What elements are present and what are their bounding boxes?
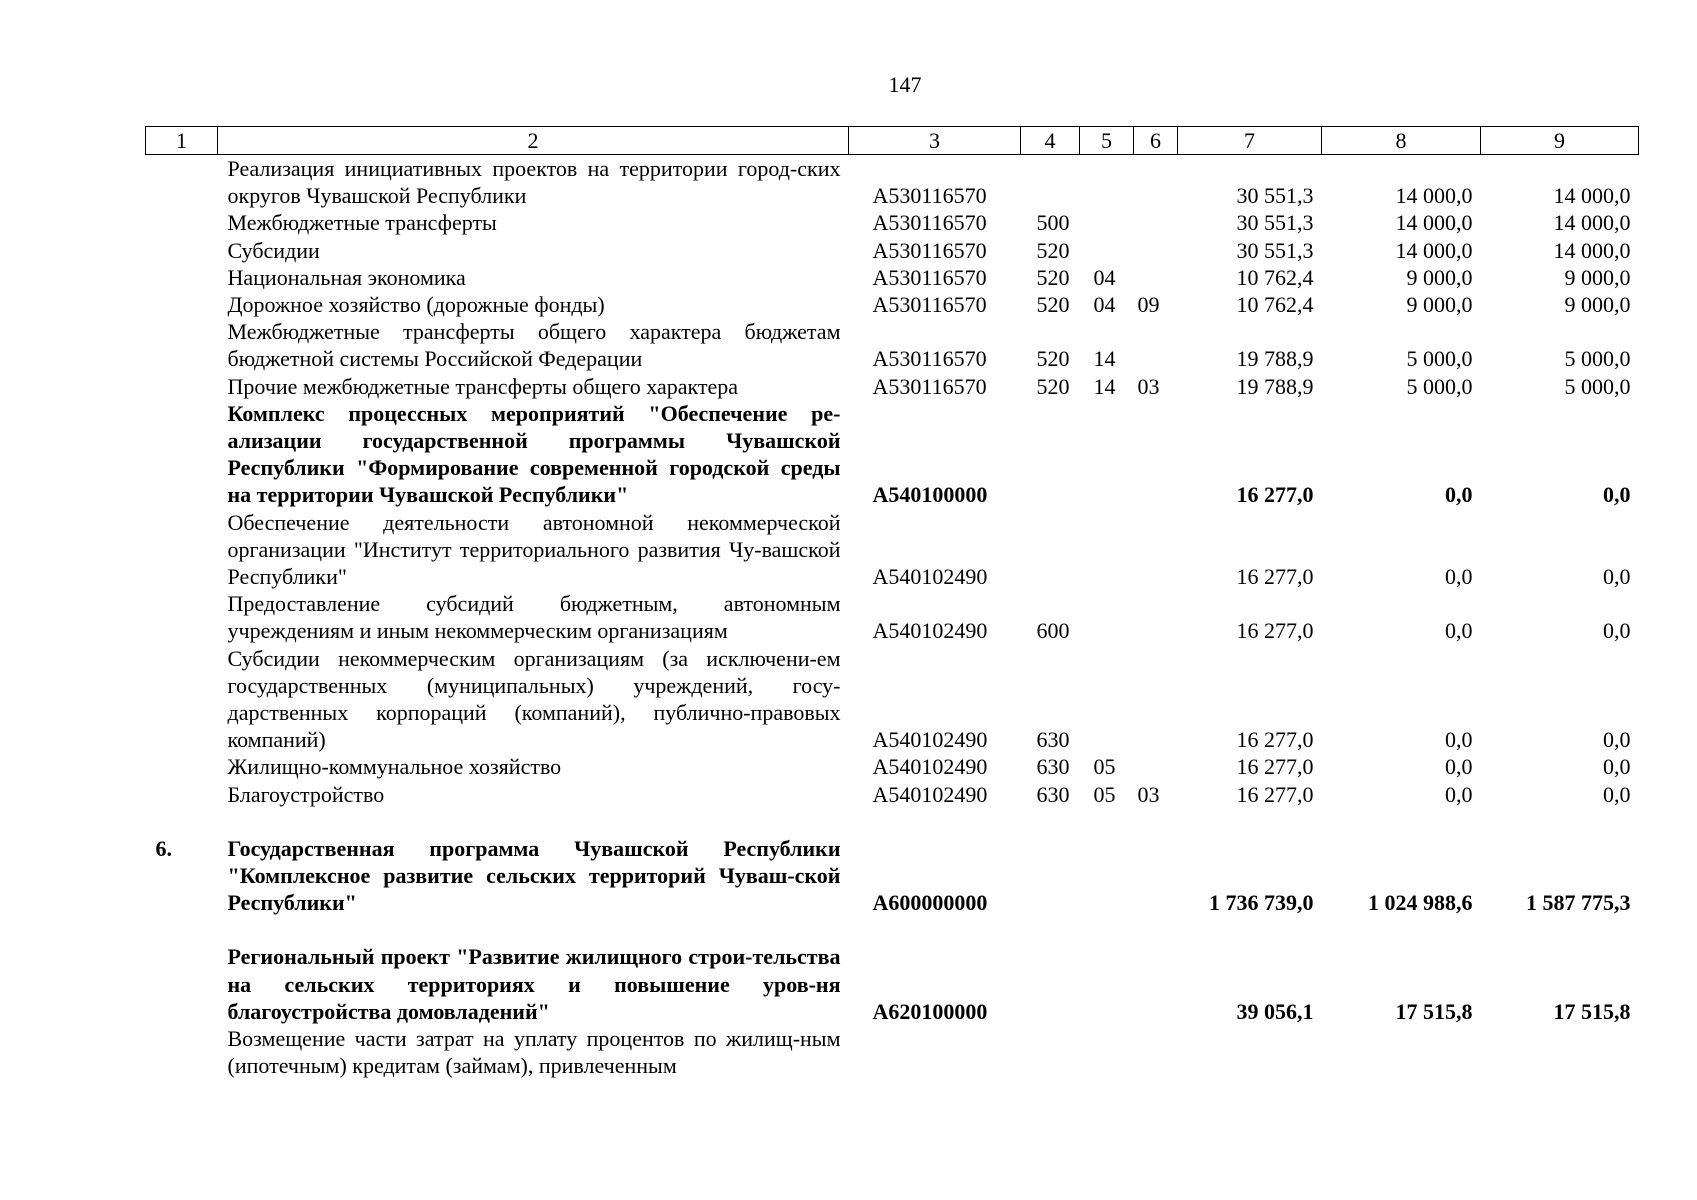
row-col6 xyxy=(1134,318,1178,372)
row-description: Прочие межбюджетные трансферты общего характера xyxy=(227,373,739,399)
row-value-9: 5 000,0 xyxy=(1564,346,1631,372)
row-col6 xyxy=(1134,943,1178,1025)
row-description: Обеспечение деятельности автономной некоммерческой организации "Институт территориального развития Чу-вашской Республики" xyxy=(227,509,841,590)
row-value-8: 0,0 xyxy=(1445,754,1473,780)
row-value-8: 0,0 xyxy=(1445,564,1473,590)
row-description: Комплекс процессных мероприятий "Обеспечение ре-ализации государственной программы Чувашской Республики "Формирование современной городской среды на территории Чувашской Республики" xyxy=(227,400,841,508)
row-col6 xyxy=(1134,155,1178,210)
table-row xyxy=(146,645,1639,754)
row-number xyxy=(146,237,218,264)
row-number xyxy=(146,1025,218,1079)
row-code: А620100000 xyxy=(872,998,988,1024)
row-code: А540100000 xyxy=(872,482,988,508)
row-col4: 630 xyxy=(1036,727,1070,753)
row-value-8: 14 000,0 xyxy=(1395,210,1473,236)
row-value-9: 0,0 xyxy=(1603,618,1631,644)
row-col5 xyxy=(1080,1025,1134,1079)
row-col4 xyxy=(1021,835,1080,917)
table-row xyxy=(146,781,1639,808)
row-value-7: 16 277,0 xyxy=(1236,781,1314,807)
row-col4: 520 xyxy=(1036,373,1070,399)
row-value-7: 16 277,0 xyxy=(1236,727,1314,753)
table-row xyxy=(146,209,1639,236)
row-value-7: 16 277,0 xyxy=(1236,754,1314,780)
row-value-7: 30 551,3 xyxy=(1236,210,1314,236)
row-col5 xyxy=(1080,155,1134,210)
row-col6 xyxy=(1134,237,1178,264)
row-value-9: 0,0 xyxy=(1603,564,1631,590)
row-code: А540102490 xyxy=(872,781,988,807)
row-description: Благоустройство xyxy=(227,781,385,807)
row-value-8: 17 515,8 xyxy=(1395,998,1473,1024)
row-description: Субсидии xyxy=(227,237,320,263)
spacer-row xyxy=(146,808,1639,835)
row-value-7 xyxy=(1178,1025,1322,1079)
row-col4: 520 xyxy=(1036,346,1070,372)
table-row-bold xyxy=(146,835,1639,917)
row-value-9: 1 587 775,3 xyxy=(1526,890,1631,916)
row-value-8: 14 000,0 xyxy=(1395,237,1473,263)
row-value-8: 9 000,0 xyxy=(1406,292,1473,318)
row-value-7: 30 551,3 xyxy=(1236,237,1314,263)
row-number xyxy=(146,943,218,1025)
row-number xyxy=(146,291,218,318)
row-col4 xyxy=(1021,155,1080,210)
table-row xyxy=(146,373,1639,400)
row-col6: 03 xyxy=(1137,781,1160,807)
row-col6: 03 xyxy=(1137,373,1160,399)
row-col6: 09 xyxy=(1137,292,1160,318)
row-value-9: 5 000,0 xyxy=(1564,373,1631,399)
table-row xyxy=(146,590,1639,644)
row-col4: 500 xyxy=(1036,210,1070,236)
row-number xyxy=(146,318,218,372)
row-col5: 05 xyxy=(1093,781,1116,807)
row-value-9: 9 000,0 xyxy=(1564,292,1631,318)
row-col6 xyxy=(1134,400,1178,509)
row-value-7: 1 736 739,0 xyxy=(1209,890,1314,916)
row-description: Национальная экономика xyxy=(227,264,466,290)
row-value-9: 0,0 xyxy=(1603,482,1631,508)
column-header: 6 xyxy=(1134,127,1178,155)
row-code: А530116570 xyxy=(872,346,987,372)
row-number xyxy=(146,264,218,291)
row-col4 xyxy=(1021,509,1080,591)
table-row xyxy=(146,318,1639,372)
row-col5 xyxy=(1080,590,1134,644)
row-code: А540102490 xyxy=(872,618,988,644)
row-number xyxy=(146,155,218,210)
table-row-bold xyxy=(146,400,1639,509)
column-header: 8 xyxy=(1322,127,1481,155)
row-description: Межбюджетные трансферты общего характера бюджетам бюджетной системы Российской Федерации xyxy=(227,319,841,372)
row-col5 xyxy=(1080,645,1134,754)
row-value-8: 14 000,0 xyxy=(1395,183,1473,209)
row-value-7: 16 277,0 xyxy=(1236,618,1314,644)
row-col5: 14 xyxy=(1093,346,1116,372)
row-number xyxy=(146,590,218,644)
table-row-bold xyxy=(146,943,1639,1025)
row-col4: 630 xyxy=(1036,754,1070,780)
row-value-7: 30 551,3 xyxy=(1236,183,1314,209)
row-description: Региональный проект "Развитие жилищного строи-тельства на сельских территориях и повышение уров-ня благоустройства домовладений" xyxy=(227,944,841,1024)
row-col5 xyxy=(1080,835,1134,917)
row-col5 xyxy=(1080,400,1134,509)
row-value-8: 0,0 xyxy=(1445,618,1473,644)
row-value-9: 0,0 xyxy=(1603,781,1631,807)
row-value-9 xyxy=(1481,1025,1639,1079)
row-col5 xyxy=(1080,943,1134,1025)
row-value-7: 10 762,4 xyxy=(1236,264,1314,290)
row-col5 xyxy=(1080,237,1134,264)
row-value-9: 17 515,8 xyxy=(1553,998,1631,1024)
row-number xyxy=(146,753,218,780)
row-value-7: 16 277,0 xyxy=(1236,564,1314,590)
row-col5: 04 xyxy=(1093,292,1116,318)
row-description: Межбюджетные трансферты xyxy=(227,210,497,236)
spacer-cell xyxy=(146,916,1639,943)
table-header xyxy=(146,127,1639,155)
row-col4: 520 xyxy=(1036,264,1070,290)
row-value-9: 9 000,0 xyxy=(1564,264,1631,290)
row-col5: 14 xyxy=(1093,373,1116,399)
row-description: Жилищно-коммунальное хозяйство xyxy=(227,754,562,780)
table-row xyxy=(146,1025,1639,1079)
row-code: А540102490 xyxy=(872,727,988,753)
row-number xyxy=(146,645,218,754)
row-value-9: 0,0 xyxy=(1603,727,1631,753)
row-value-8: 5 000,0 xyxy=(1406,373,1473,399)
row-col6 xyxy=(1134,835,1178,917)
row-value-7: 19 788,9 xyxy=(1236,346,1314,372)
row-col6 xyxy=(1134,264,1178,291)
column-header: 1 xyxy=(146,127,218,155)
table-body xyxy=(146,155,1639,1080)
table-row xyxy=(146,155,1639,210)
row-col5 xyxy=(1080,509,1134,591)
row-col4 xyxy=(1021,1025,1080,1079)
row-value-7: 10 762,4 xyxy=(1236,292,1314,318)
column-header: 4 xyxy=(1021,127,1080,155)
row-value-9: 0,0 xyxy=(1603,754,1631,780)
row-col6 xyxy=(1134,753,1178,780)
row-code: А530116570 xyxy=(872,210,987,236)
table-row xyxy=(146,753,1639,780)
row-col6 xyxy=(1134,509,1178,591)
table-row xyxy=(146,509,1639,591)
row-number xyxy=(146,400,218,509)
row-value-8: 9 000,0 xyxy=(1406,264,1473,290)
row-number xyxy=(146,781,218,808)
row-code: А530116570 xyxy=(872,373,987,399)
table-row xyxy=(146,237,1639,264)
row-number xyxy=(146,509,218,591)
spacer-row xyxy=(146,916,1639,943)
column-header: 3 xyxy=(849,127,1021,155)
row-col5 xyxy=(1080,209,1134,236)
row-code: А530116570 xyxy=(872,183,987,209)
row-description: Субсидии некоммерческим организациям (за исключени-ем государственных (муниципальных) учреждений, госу-дарственных корпораций (компаний), публично-правовых компаний) xyxy=(227,645,841,753)
column-header: 7 xyxy=(1178,127,1322,155)
row-col5: 04 xyxy=(1093,264,1116,290)
section-number: 6. xyxy=(155,835,172,861)
row-col4: 520 xyxy=(1036,237,1070,263)
row-value-7: 19 788,9 xyxy=(1236,373,1314,399)
table-row xyxy=(146,291,1639,318)
row-code: А600000000 xyxy=(872,890,988,916)
row-col6 xyxy=(1134,645,1178,754)
column-header: 9 xyxy=(1481,127,1639,155)
header-row xyxy=(146,127,1639,155)
row-code xyxy=(849,1025,1021,1079)
row-value-9: 14 000,0 xyxy=(1553,237,1631,263)
row-code: А530116570 xyxy=(872,264,987,290)
row-number xyxy=(146,373,218,400)
row-description: Государственная программа Чувашской Республики "Комплексное развитие сельских территорий Чуваш-ской Республики" xyxy=(227,835,841,916)
row-description: Реализация инициативных проектов на территории город-ских округов Чувашской Республики xyxy=(227,156,841,209)
row-description: Дорожное хозяйство (дорожные фонды) xyxy=(227,292,605,318)
row-col6 xyxy=(1134,209,1178,236)
row-value-7: 16 277,0 xyxy=(1236,482,1314,508)
row-col4: 630 xyxy=(1036,781,1070,807)
row-col4 xyxy=(1021,400,1080,509)
row-value-8: 0,0 xyxy=(1445,727,1473,753)
row-code: А530116570 xyxy=(872,292,987,318)
page-number: 147 xyxy=(888,72,922,97)
table-row xyxy=(146,264,1639,291)
column-header: 2 xyxy=(218,127,849,155)
row-number xyxy=(146,209,218,236)
row-value-9: 14 000,0 xyxy=(1553,183,1631,209)
budget-table xyxy=(145,126,1639,1080)
row-code: А540102490 xyxy=(872,564,988,590)
row-col4: 520 xyxy=(1036,292,1070,318)
row-value-8: 0,0 xyxy=(1445,482,1473,508)
column-header: 5 xyxy=(1080,127,1134,155)
row-description: Предоставление субсидий бюджетным, автономным учреждениям и иным некоммерческим организациям xyxy=(227,591,841,644)
row-col6 xyxy=(1134,590,1178,644)
row-value-8: 0,0 xyxy=(1445,781,1473,807)
spacer-cell xyxy=(146,808,1639,835)
row-value-8: 1 024 988,6 xyxy=(1368,890,1473,916)
row-value-8 xyxy=(1322,1025,1481,1079)
row-value-9: 14 000,0 xyxy=(1553,210,1631,236)
row-description: Возмещение части затрат на уплату процентов по жилищ-ным (ипотечным) кредитам (займам), привлеченным xyxy=(227,1026,841,1079)
row-col4: 600 xyxy=(1036,618,1070,644)
row-value-7: 39 056,1 xyxy=(1236,998,1314,1024)
row-value-8: 5 000,0 xyxy=(1406,346,1473,372)
row-col5: 05 xyxy=(1093,754,1116,780)
row-col6 xyxy=(1134,1025,1178,1079)
row-code: А530116570 xyxy=(872,237,987,263)
row-col4 xyxy=(1021,943,1080,1025)
row-code: А540102490 xyxy=(872,754,988,780)
